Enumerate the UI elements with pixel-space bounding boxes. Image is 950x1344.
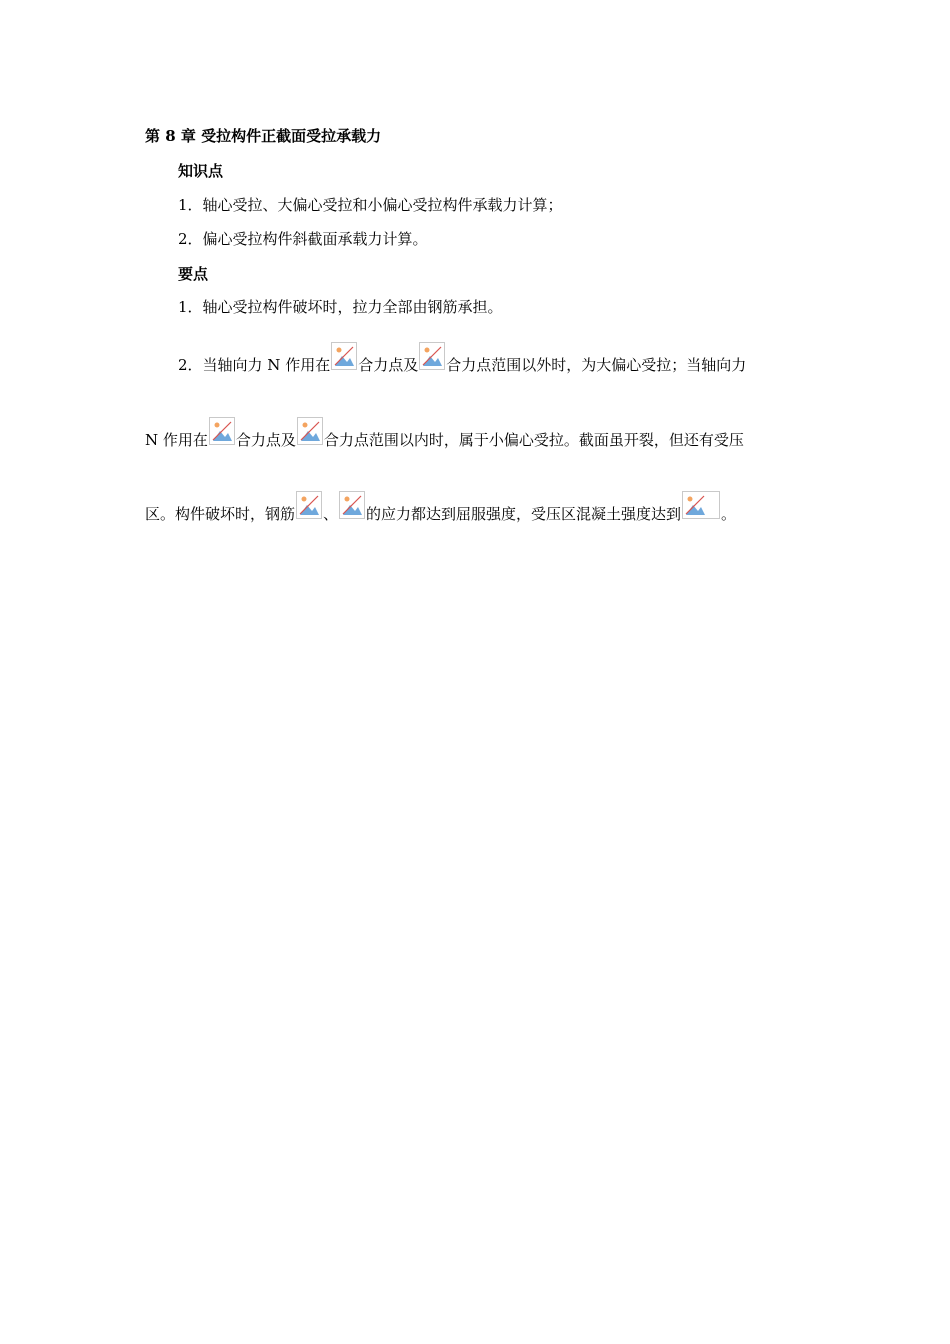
knowledge-item: 1．轴心受拉、大偏心受拉和小偏心受拉构件承载力计算； <box>178 196 563 214</box>
key-point-item-2-line-3 <box>145 491 736 524</box>
broken-image-icon <box>296 491 322 519</box>
chapter-title: 第 8 章 受拉构件正截面受拉承载力 <box>145 127 382 145</box>
broken-image-icon <box>339 491 365 519</box>
text-run: 。 <box>721 505 737 523</box>
key-point-item: 1．轴心受拉构件破坏时，拉力全部由钢筋承担。 <box>178 298 503 316</box>
text-run: 区。构件破坏时，钢筋 <box>145 505 296 523</box>
broken-image-icon <box>209 417 235 445</box>
text-run: 合力点及 <box>358 356 419 374</box>
key-point-item-2-line-1 <box>178 342 746 375</box>
key-point-item-2-line-2 <box>145 417 744 450</box>
broken-image-icon <box>331 342 357 370</box>
text-run: 的应力都达到屈服强度，受压区混凝土强度达到 <box>366 505 682 523</box>
broken-image-icon <box>682 491 720 519</box>
text-run: N 作用在 <box>145 431 208 449</box>
broken-image-icon <box>297 417 323 445</box>
key-points-heading: 要点 <box>178 265 209 283</box>
knowledge-item: 2．偏心受拉构件斜截面承载力计算。 <box>178 230 428 248</box>
knowledge-heading: 知识点 <box>178 162 224 180</box>
text-run: 合力点范围以外时，为大偏心受拉；当轴向力 <box>446 356 747 374</box>
broken-image-icon <box>419 342 445 370</box>
text-run: 合力点及 <box>235 431 296 449</box>
text-run: 2．当轴向力 N 作用在 <box>178 356 331 374</box>
text-run: 合力点范围以内时，属于小偏心受拉。截面虽开裂，但还有受压 <box>323 431 744 449</box>
text-run: 、 <box>323 505 339 523</box>
